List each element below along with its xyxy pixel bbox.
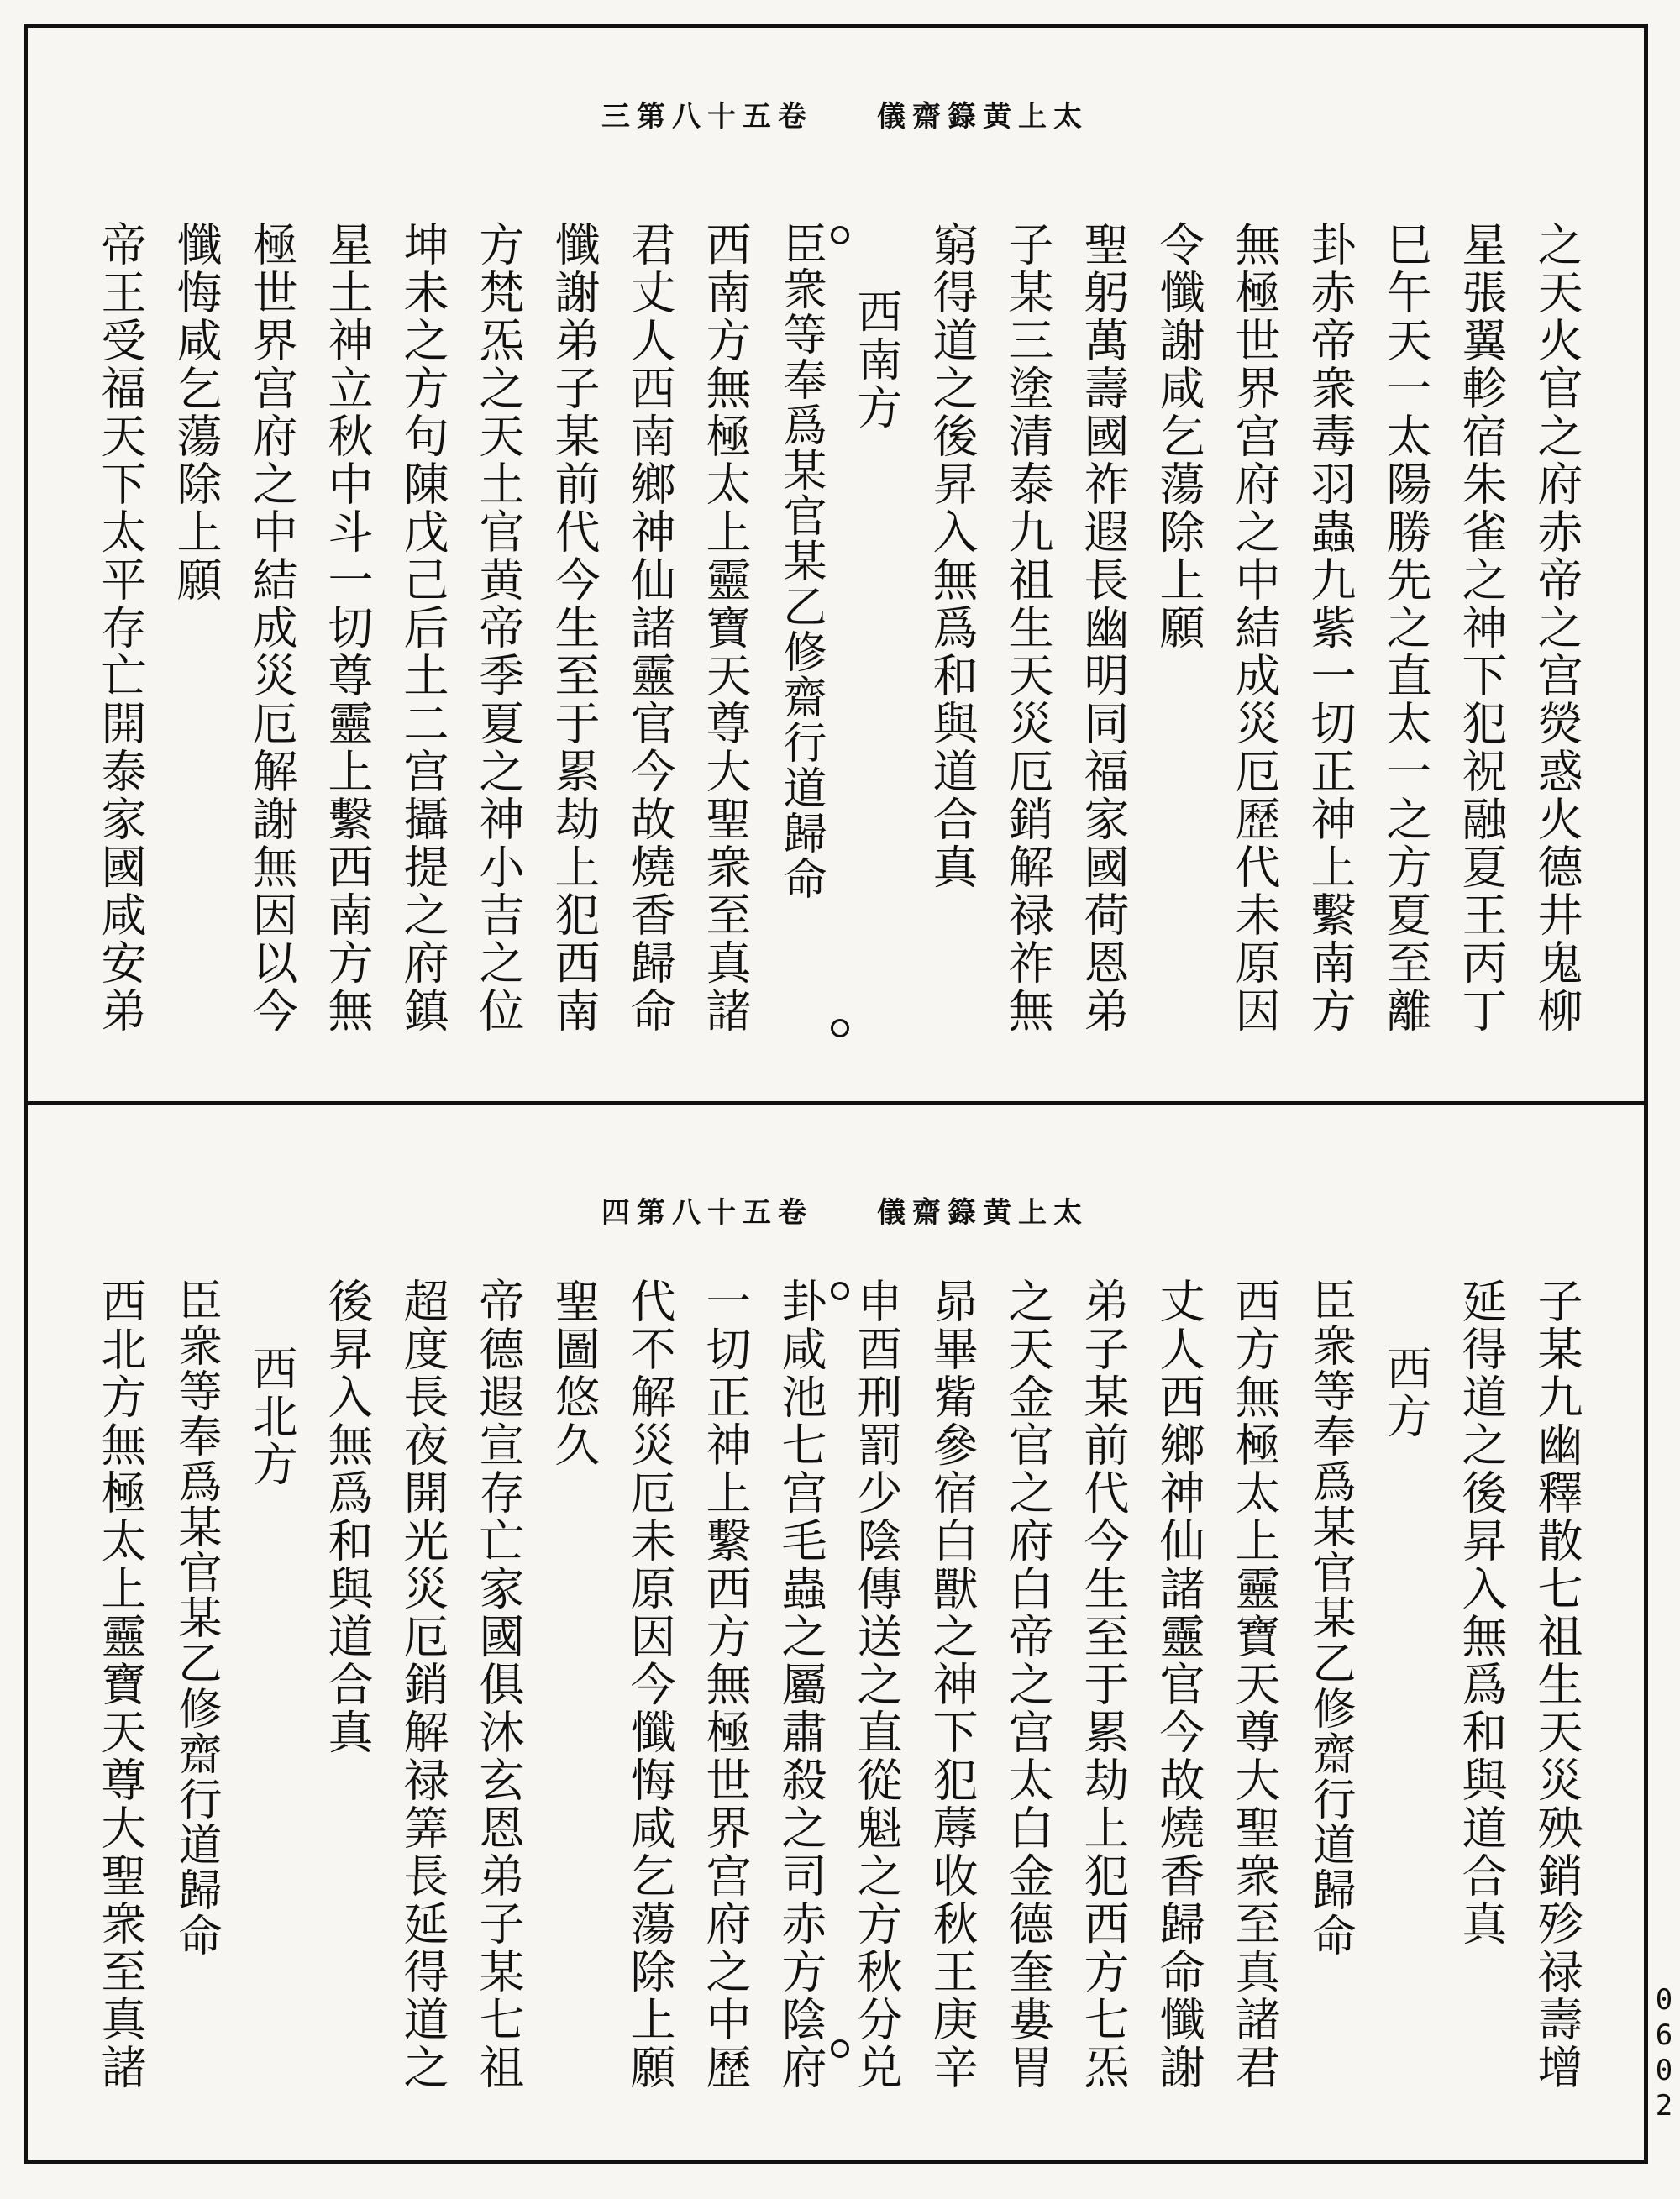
direction-heading: 西南方 (850, 288, 903, 432)
text-column: 申酉刑罰少陰傳送之直從魁之方秋分兑 (850, 1278, 903, 2091)
header-volume-char: 卷 (778, 100, 808, 134)
top-header (280, 93, 1405, 152)
text-column: 無極世界宫府之中結成災厄歷代未原因 (1228, 221, 1281, 1035)
bottom-panel (28, 1105, 1644, 2160)
text-column: 帝德遐宣存亡家國俱沐玄恩弟子某七祖 (472, 1278, 525, 2091)
direction-heading: 西北方 (245, 1345, 298, 1488)
text-column: 聖圖悠久 (548, 1278, 601, 1469)
bottom-header (280, 1189, 1405, 1248)
text-column: 方梵炁之天土官黄帝季夏之神小吉之位 (472, 221, 525, 1035)
text-column: 臣衆等奉爲某官某乙修齋行道歸命 (775, 221, 826, 901)
text-column: 昴畢觜參宿白獸之神下犯蓐收秋王庚辛 (926, 1278, 979, 2091)
text-column: 懺悔咸乞蕩除上願 (170, 221, 223, 604)
text-column: 懺謝弟子某前代今生至于累劫上犯西南 (548, 221, 601, 1035)
text-column: 帝王受福天下太平存亡開泰家國咸安弟 (94, 221, 147, 1035)
text-column: 臣衆等奉爲某官某乙修齋行道歸命 (171, 1278, 221, 1958)
header-title-char: 儀 (877, 1196, 907, 1230)
page-number (1651, 1982, 1677, 2123)
page-number-digit: 6 (1655, 2018, 1673, 2052)
header-volume-char: 三 (601, 100, 632, 134)
header-title-char: 籙 (948, 100, 978, 134)
circle-marker-icon (831, 1019, 849, 1037)
top-text-columns (78, 221, 1599, 1069)
text-column: 代不解災厄未原因今懺悔咸乞蕩除上願 (623, 1278, 676, 2091)
text-column: 坤未之方句陳戊己后土二宫攝提之府鎮 (396, 221, 449, 1035)
bottom-text-columns (78, 1278, 1599, 2109)
text-column: 西南方無極太上靈寶天尊大聖衆至真諸 (699, 221, 752, 1035)
text-column: 星張翼軫宿朱雀之神下犯祝融夏王丙丁 (1455, 221, 1508, 1035)
header-title-char: 籙 (948, 1196, 978, 1230)
text-column: 極世界宫府之中結成災厄解謝無因以今 (245, 221, 298, 1035)
header-title-char: 黄 (983, 1196, 1013, 1230)
header-volume-char: 十 (707, 100, 738, 134)
header-volume-char: 十 (707, 1196, 738, 1230)
text-column: 星土神立秋中斗一切尊靈上繫西南方無 (321, 221, 374, 1035)
header-volume-char: 八 (672, 100, 702, 134)
text-column: 聖躬萬壽國祚遐長幽明同福家國荷恩弟 (1077, 221, 1130, 1035)
circle-marker-icon (831, 226, 849, 244)
top-panel (28, 28, 1644, 1101)
text-column: 西方無極太上靈寶天尊大聖衆至真諸君 (1228, 1278, 1281, 2091)
page-number-digit: 0 (1655, 2054, 1673, 2087)
circle-marker-icon (831, 2039, 849, 2058)
header-title-char: 太 (1053, 1196, 1084, 1230)
header-title-char: 上 (1018, 1196, 1048, 1230)
text-column: 西北方無極太上靈寶天尊大聖衆至真諸 (94, 1278, 147, 2091)
text-column: 弟子某前代今生至于累劫上犯西方七炁 (1077, 1278, 1130, 2091)
text-column: 後昇入無爲和與道合真 (321, 1278, 374, 1756)
text-column: 君丈人西南鄉神仙諸靈官今故燒香歸命 (623, 221, 676, 1035)
header-title-char: 齋 (912, 1196, 942, 1230)
text-column: 子某九幽釋散七祖生天災殃銷殄禄壽增 (1530, 1278, 1583, 2091)
text-column: 臣衆等奉爲某官某乙修齋行道歸命 (1305, 1278, 1355, 1958)
text-column: 丈人西鄉神仙諸靈官今故燒香歸命懺謝 (1152, 1278, 1205, 2091)
page-number-digit: 0 (1655, 1983, 1673, 2017)
text-column: 延得道之後昇入無爲和與道合真 (1455, 1278, 1508, 1948)
text-column: 窮得道之後昇入無爲和與道合真 (926, 221, 979, 891)
header-volume-char: 八 (672, 1196, 702, 1230)
header-volume-char: 五 (743, 100, 773, 134)
text-column: 之天火官之府赤帝之宫熒惑火德井鬼柳 (1530, 221, 1583, 1035)
header-volume-char: 第 (637, 1196, 667, 1230)
page-number-digit: 2 (1655, 2089, 1673, 2123)
header-title-char: 齋 (912, 100, 942, 134)
header-volume-char: 四 (601, 1196, 632, 1230)
text-column: 卦咸池七宫毛蟲之屬肅殺之司赤方陰府 (774, 1278, 827, 2091)
header-title-char: 上 (1018, 100, 1048, 134)
header-volume-char: 第 (637, 100, 667, 134)
direction-heading: 西方 (1379, 1345, 1432, 1441)
text-column: 巳午天一太陽勝先之直太一之方夏至離 (1379, 221, 1432, 1035)
circle-marker-icon (831, 1282, 849, 1300)
header-title-char: 儀 (877, 100, 907, 134)
header-volume-char: 卷 (778, 1196, 808, 1230)
text-column: 超度長夜開光災厄銷解禄筭長延得道之 (396, 1278, 449, 2091)
header-title-char: 太 (1053, 100, 1084, 134)
text-column: 一切正神上繫西方無極世界宫府之中歷 (699, 1278, 752, 2091)
text-column: 之天金官之府白帝之宫太白金德奎婁胃 (1001, 1278, 1054, 2091)
text-column: 卦赤帝衆毒羽蟲九紫一切正神上繫南方 (1304, 221, 1357, 1035)
header-volume-char: 五 (743, 1196, 773, 1230)
text-column: 令懺謝咸乞蕩除上願 (1152, 221, 1205, 652)
header-title-char: 黄 (983, 100, 1013, 134)
text-column: 子某三塗清泰九祖生天災厄銷解禄祚無 (1001, 221, 1054, 1035)
